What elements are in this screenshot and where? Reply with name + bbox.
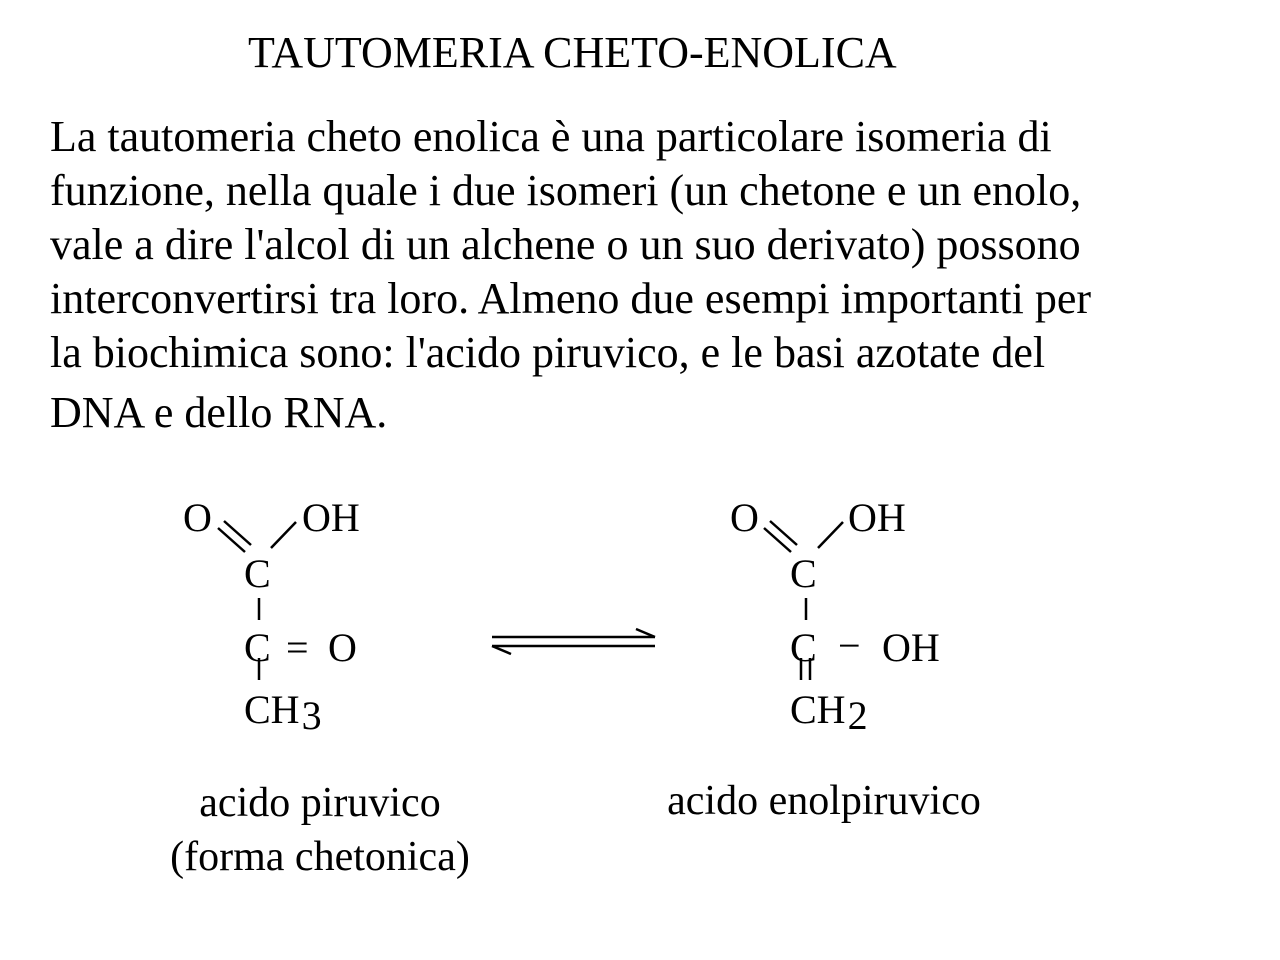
keto-caption xyxy=(150,776,490,884)
keto-c-o-double-bond-b xyxy=(224,521,251,545)
keto-caption-line2: (forma chetonica) xyxy=(170,834,470,880)
enol-carbon-label: C xyxy=(790,625,817,670)
enol-carboxyl-carbon-label: C xyxy=(790,551,817,596)
methylene-subscript: 2 xyxy=(847,693,868,738)
intro-paragraph xyxy=(50,110,1230,440)
enol-caption xyxy=(640,774,1008,828)
keto-double-bond-label: = xyxy=(286,625,309,670)
tautomerism-figure xyxy=(0,480,1280,900)
keto-methyl-label xyxy=(244,687,322,738)
enol-c-o-double-bond-a xyxy=(764,528,791,552)
enol-methylene-label xyxy=(790,687,868,738)
enol-caption-line1: acido enolpiruvico xyxy=(667,778,981,824)
paragraph-line: La tautomeria cheto enolica è una particolare isomeria di xyxy=(50,112,1052,161)
methylene-text: CH xyxy=(790,687,846,732)
keto-hydroxyl-label: OH xyxy=(302,495,360,540)
methyl-subscript: 3 xyxy=(301,693,322,738)
paragraph-line: DNA e dello RNA. xyxy=(50,388,388,437)
keto-c-o-double-bond-a xyxy=(218,528,245,552)
keto-carbonyl-carbon-label: C xyxy=(244,625,271,670)
keto-carbonyl-oxygen-label: O xyxy=(328,625,357,670)
methyl-text: CH xyxy=(244,687,300,732)
enol-c-oh-bond xyxy=(818,522,843,548)
paragraph-line: vale a dire l'alcol di un alchene o un suo derivato) possono xyxy=(50,220,1081,269)
paragraph-line: funzione, nella quale i due isomeri (un chetone e un enolo, xyxy=(50,166,1082,215)
enol-oxygen-label: O xyxy=(730,495,759,540)
enol-hydroxyl2-label: OH xyxy=(882,625,940,670)
enol-single-bond-label: − xyxy=(838,623,861,668)
keto-oxygen-label: O xyxy=(183,495,212,540)
keto-carboxyl-carbon-label: C xyxy=(244,551,271,596)
paragraph-line: interconvertirsi tra loro. Almeno due esempi importanti per xyxy=(50,274,1092,323)
equilibrium-arrow xyxy=(492,629,655,654)
paragraph-line: la biochimica sono: l'acido piruvico, e le basi azotate del xyxy=(50,328,1046,377)
keto-caption-line1: acido piruvico xyxy=(199,780,441,826)
keto-c-oh-bond xyxy=(271,522,296,548)
enol-hydroxyl-label: OH xyxy=(848,495,906,540)
page-title: TAUTOMERIA CHETO-ENOLICA xyxy=(248,28,897,77)
enol-c-o-double-bond-b xyxy=(770,521,797,545)
